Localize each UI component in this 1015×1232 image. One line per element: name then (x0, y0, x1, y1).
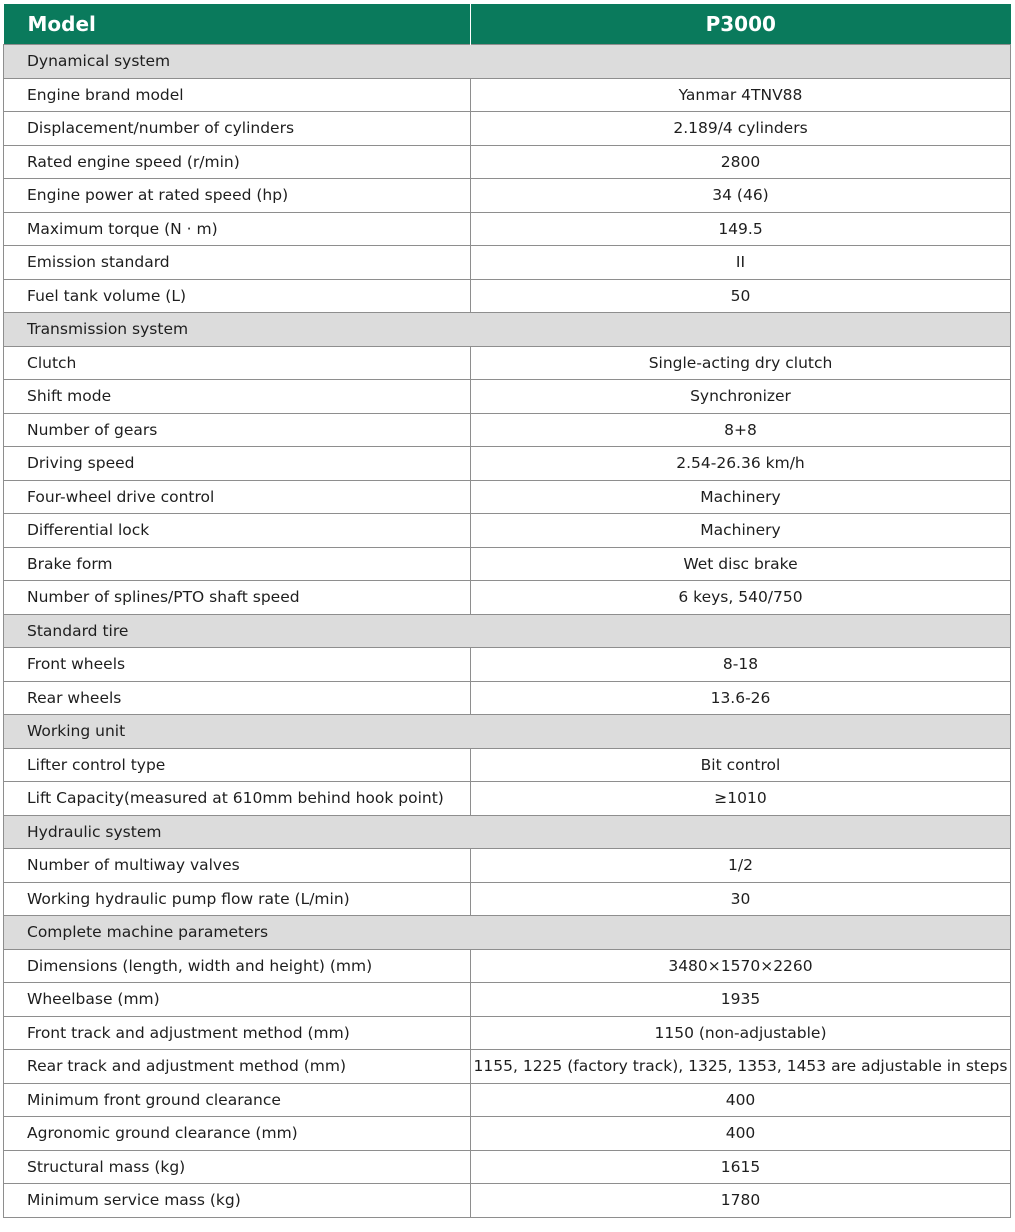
row-label: Lift Capacity(measured at 610mm behind hook point) (4, 782, 471, 816)
table-row (4, 1117, 1011, 1151)
section-title: Complete machine parameters (4, 916, 1011, 950)
row-value: 2.189/4 cylinders (471, 112, 1011, 146)
table-row (4, 1083, 1011, 1117)
row-value: Single-acting dry clutch (471, 346, 1011, 380)
section-title: Working unit (4, 715, 1011, 749)
row-label: Engine brand model (4, 78, 471, 112)
row-label: Structural mass (kg) (4, 1150, 471, 1184)
table-row (4, 413, 1011, 447)
table-row (4, 212, 1011, 246)
section-header-row (4, 715, 1011, 749)
row-value: Machinery (471, 514, 1011, 548)
table-row (4, 279, 1011, 313)
row-value: 50 (471, 279, 1011, 313)
row-value: 8-18 (471, 648, 1011, 682)
row-value: 400 (471, 1117, 1011, 1151)
row-value: 1/2 (471, 849, 1011, 883)
row-label: Agronomic ground clearance (mm) (4, 1117, 471, 1151)
row-label: Maximum torque (N · m) (4, 212, 471, 246)
section-header-row (4, 916, 1011, 950)
row-label: Brake form (4, 547, 471, 581)
row-label: Number of multiway valves (4, 849, 471, 883)
row-value: 30 (471, 882, 1011, 916)
row-label: Four-wheel drive control (4, 480, 471, 514)
table-row (4, 1184, 1011, 1218)
table-row (4, 179, 1011, 213)
row-value: Machinery (471, 480, 1011, 514)
table-row (4, 882, 1011, 916)
row-value: II (471, 246, 1011, 280)
row-value: 8+8 (471, 413, 1011, 447)
row-label: Rear wheels (4, 681, 471, 715)
table-row (4, 246, 1011, 280)
spec-table-header (4, 4, 1011, 45)
table-row (4, 78, 1011, 112)
row-label: Lifter control type (4, 748, 471, 782)
row-value: 1780 (471, 1184, 1011, 1218)
section-title: Standard tire (4, 614, 1011, 648)
section-title: Dynamical system (4, 45, 1011, 79)
section-header-row (4, 614, 1011, 648)
row-label: Shift mode (4, 380, 471, 414)
row-label: Engine power at rated speed (hp) (4, 179, 471, 213)
table-row (4, 949, 1011, 983)
row-value: 149.5 (471, 212, 1011, 246)
row-value: 400 (471, 1083, 1011, 1117)
row-label: Fuel tank volume (L) (4, 279, 471, 313)
spec-table-container (3, 4, 1010, 1218)
table-row (4, 447, 1011, 481)
table-row (4, 547, 1011, 581)
section-title: Transmission system (4, 313, 1011, 347)
header-model-value: P3000 (471, 4, 1011, 45)
row-label: Front track and adjustment method (mm) (4, 1016, 471, 1050)
section-title: Hydraulic system (4, 815, 1011, 849)
spec-table-body (4, 45, 1011, 1218)
row-label: Wheelbase (mm) (4, 983, 471, 1017)
table-row (4, 748, 1011, 782)
table-row (4, 1050, 1011, 1084)
section-header-row (4, 815, 1011, 849)
row-value: 34 (46) (471, 179, 1011, 213)
row-value: 1935 (471, 983, 1011, 1017)
table-row (4, 145, 1011, 179)
table-row (4, 681, 1011, 715)
row-value: Wet disc brake (471, 547, 1011, 581)
header-row (4, 4, 1011, 45)
row-label: Front wheels (4, 648, 471, 682)
table-row (4, 380, 1011, 414)
row-value: 2800 (471, 145, 1011, 179)
table-row (4, 346, 1011, 380)
row-label: Clutch (4, 346, 471, 380)
table-row (4, 514, 1011, 548)
row-value: 1155, 1225 (factory track), 1325, 1353, 1453 are adjustable in steps (471, 1050, 1011, 1084)
section-header-row (4, 45, 1011, 79)
row-label: Emission standard (4, 246, 471, 280)
table-row (4, 782, 1011, 816)
table-row (4, 1150, 1011, 1184)
row-label: Minimum front ground clearance (4, 1083, 471, 1117)
row-value: 1615 (471, 1150, 1011, 1184)
row-label: Rated engine speed (r/min) (4, 145, 471, 179)
row-value: ≥1010 (471, 782, 1011, 816)
row-value: Synchronizer (471, 380, 1011, 414)
row-label: Displacement/number of cylinders (4, 112, 471, 146)
row-label: Number of gears (4, 413, 471, 447)
row-label: Minimum service mass (kg) (4, 1184, 471, 1218)
row-label: Driving speed (4, 447, 471, 481)
header-model-label: Model (4, 4, 471, 45)
row-label: Rear track and adjustment method (mm) (4, 1050, 471, 1084)
row-value: 6 keys, 540/750 (471, 581, 1011, 615)
row-label: Differential lock (4, 514, 471, 548)
section-header-row (4, 313, 1011, 347)
table-row (4, 849, 1011, 883)
table-row (4, 983, 1011, 1017)
row-value: Yanmar 4TNV88 (471, 78, 1011, 112)
row-value: 2.54-26.36 km/h (471, 447, 1011, 481)
table-row (4, 648, 1011, 682)
spec-table (3, 4, 1011, 1218)
row-value: 13.6-26 (471, 681, 1011, 715)
row-value: 3480×1570×2260 (471, 949, 1011, 983)
table-row (4, 1016, 1011, 1050)
row-value: 1150 (non-adjustable) (471, 1016, 1011, 1050)
row-value: Bit control (471, 748, 1011, 782)
table-row (4, 480, 1011, 514)
row-label: Number of splines/PTO shaft speed (4, 581, 471, 615)
row-label: Working hydraulic pump flow rate (L/min) (4, 882, 471, 916)
table-row (4, 112, 1011, 146)
table-row (4, 581, 1011, 615)
row-label: Dimensions (length, width and height) (mm) (4, 949, 471, 983)
